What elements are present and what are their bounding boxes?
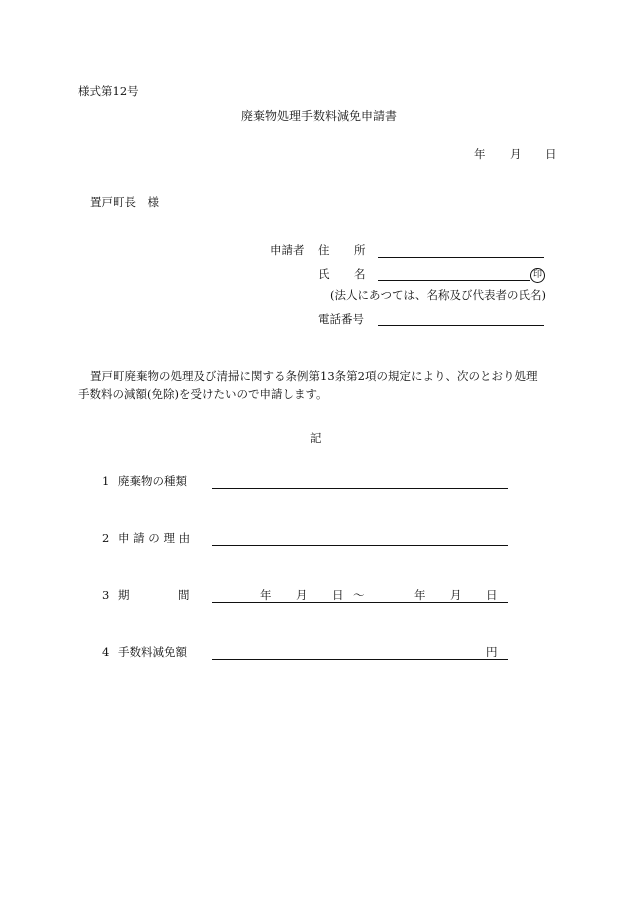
phone-field-line[interactable] (378, 325, 544, 326)
phone-label: 電話番号 (318, 312, 364, 326)
address-field-line[interactable] (378, 257, 544, 258)
item3-to-month: 月 (450, 588, 462, 602)
item4-number: 4 (102, 645, 110, 659)
item3-label-2: 間 (178, 588, 190, 602)
item3-from-month: 月 (296, 588, 308, 602)
page-title: 廃棄物処理手数料減免申請書 (241, 109, 398, 123)
item2-number: 2 (102, 531, 110, 545)
item1-number: 1 (102, 474, 110, 488)
item4-field-line[interactable] (212, 659, 508, 660)
body-text-line-2: 手数料の減額(免除)を受けたいので申請します。 (78, 387, 328, 401)
item4-label: 手数料減免額 (118, 645, 187, 659)
seal-mark-icon: 印 (530, 268, 545, 283)
date-year-label: 年 (474, 147, 486, 161)
item2-label: 申 請 の 理 由 (118, 531, 191, 545)
item4-yen-unit: 円 (486, 645, 498, 659)
item3-field-line[interactable] (212, 602, 508, 603)
name-field-line[interactable] (378, 280, 530, 281)
item3-number: 3 (102, 588, 110, 602)
corporation-note: (法人にあつては、名称及び代表者の氏名) (330, 288, 546, 302)
date-month-label: 月 (510, 147, 522, 161)
item3-from-day: 日 (332, 588, 344, 602)
item1-label: 廃棄物の種類 (118, 474, 187, 488)
form-number: 様式第12号 (78, 84, 139, 98)
item1-field-line[interactable] (212, 488, 508, 489)
item3-label-1: 期 (118, 588, 130, 602)
item2-field-line[interactable] (212, 545, 508, 546)
item3-to-year: 年 (414, 588, 426, 602)
item3-tilde: ～ (353, 588, 365, 602)
address-label-2: 所 (354, 243, 366, 257)
item3-from-year: 年 (260, 588, 272, 602)
name-label-1: 氏 (318, 267, 330, 281)
date-day-label: 日 (545, 147, 557, 161)
body-text-line-1: 置戸町廃棄物の処理及び清掃に関する条例第13条第2項の規定により、次のとおり処理 (90, 369, 538, 383)
item3-to-day: 日 (486, 588, 498, 602)
address-label-1: 住 (318, 243, 330, 257)
name-label-2: 名 (354, 267, 366, 281)
ki-heading: 記 (310, 431, 322, 445)
addressee: 置戸町長 様 (90, 195, 159, 209)
applicant-label: 申請者 (270, 243, 305, 257)
